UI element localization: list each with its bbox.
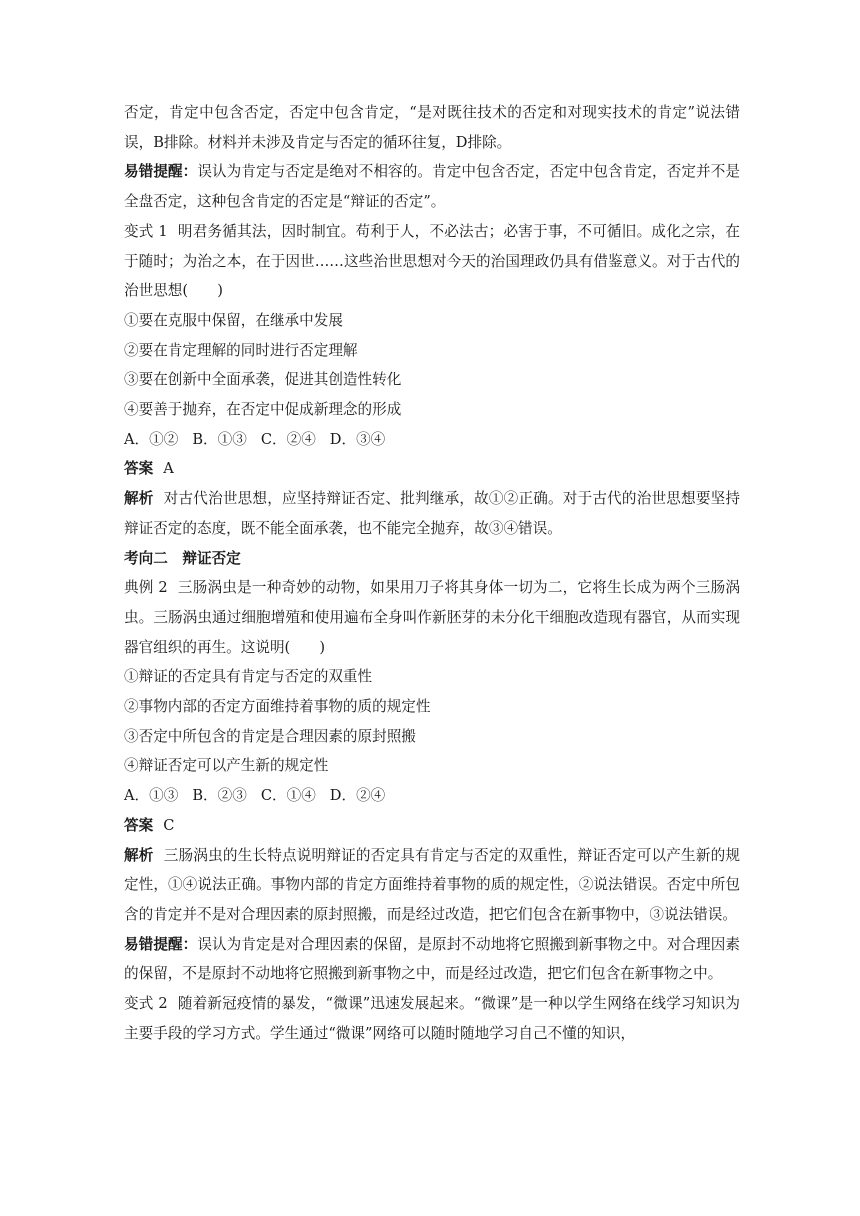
- choice-a: A．①②: [124, 430, 179, 448]
- choice-a: A．①③: [124, 787, 179, 805]
- choice-d: D．②④: [329, 787, 386, 805]
- error-tip-label: 易错提醒：: [124, 935, 198, 953]
- variant-1-option-1: ①要在克服中保留，在继承中发展: [124, 311, 343, 329]
- error-tip-text: 误认为肯定与否定是绝对不相容的。肯定中包含否定，否定中包含肯定，否定并不是全盘否定，这种包含肯定的否定是“辩证的否定”。: [124, 163, 740, 211]
- answer-label: 答案: [124, 460, 154, 478]
- variant-1-option-4: ④要善于抛弃，在否定中促成新理念的形成: [124, 401, 402, 419]
- variant-1-label: 变式 1: [124, 222, 168, 240]
- example-2-option-4: ④辩证否定可以产生新的规定性: [124, 757, 329, 775]
- variant-1-choices: [124, 425, 740, 455]
- variant-1-text: 明君务循其法，因时制宜。苟利于人，不必法古；必害于事，不可循旧。成化之宗，在于随时；为治之本，在于因世……这些治世思想对今天的治国理政仍具有借鉴意义。对于古代的治世思想( ): [124, 222, 740, 300]
- error-tip-1: [124, 157, 740, 216]
- answer-label: 答案: [124, 816, 154, 834]
- variant-1-answer: [124, 454, 740, 484]
- choice-d: D．③④: [329, 430, 386, 448]
- choice-b: B．②③: [192, 787, 247, 805]
- analysis-text: 三肠涡虫的生长特点说明辩证的否定具有肯定与否定的双重性，辩证否定可以产生新的规定性，①④说法正确。事物内部的肯定方面维持着事物的质的规定性，②说法错误。否定中所包含的肯定并不是对合理因素的原封照搬，而是经过改造，把它们包含在新事物中，③说法错误。: [124, 846, 740, 923]
- analysis-label: 解析: [124, 490, 154, 508]
- example-2-label: 典例 2: [124, 579, 168, 597]
- example-2-choices: [124, 781, 740, 811]
- example-2-option-1: ①辩证的否定具有肯定与否定的双重性: [124, 668, 373, 686]
- example-2-option-3: ③否定中所包含的肯定是合理因素的原封照搬: [124, 727, 416, 745]
- variant-2-text: 随着新冠疫情的暴发，“微课”迅速发展起来。“微课”是一种以学生网络在线学习知识为主要手段的学习方式。学生通过“微课”网络可以随时随地学习自己不懂的知识，: [124, 995, 740, 1042]
- analysis-label: 解析: [124, 846, 154, 864]
- example-2-stem: [124, 573, 740, 662]
- variant-2-stem: [124, 989, 740, 1048]
- variant-2-label: 变式 2: [124, 995, 168, 1013]
- example-2-answer: [124, 811, 740, 841]
- example-2-option-2: ②事物内部的否定方面维持着事物的质的规定性: [124, 698, 431, 716]
- page-content: [124, 98, 740, 1049]
- answer-value: C: [163, 816, 175, 834]
- analysis-continuation: 否定，肯定中包含否定，否定中包含肯定，“是对既往技术的否定和对现实技术的肯定”说法错误，B排除。材料并未涉及肯定与否定的循环往复，D排除。: [124, 104, 740, 151]
- analysis-text: 对古代治世思想，应坚持辩证否定、批判继承，故①②正确。对于古代的治世思想要坚持辩证否定的态度，既不能全面承袭，也不能完全抛弃，故③④错误。: [124, 490, 740, 537]
- variant-1-option-2: ②要在肯定理解的同时进行否定理解: [124, 341, 358, 359]
- example-2-analysis: [124, 841, 740, 930]
- variant-1-analysis: [124, 484, 740, 543]
- choice-c: C．①④: [260, 787, 316, 805]
- example-2-text: 三肠涡虫是一种奇妙的动物，如果用刀子将其身体一切为二，它将生长成为两个三肠涡虫。三肠涡虫通过细胞增殖和使用遍布全身叫作新胚芽的未分化干细胞改造现有器官，从而实现器官组织的再生。这说明( ): [124, 579, 740, 656]
- choice-b: B．①③: [192, 430, 247, 448]
- error-tip-2: [124, 930, 740, 989]
- answer-value: A: [163, 460, 174, 478]
- error-tip-text: 误认为肯定是对合理因素的保留，是原封不动地将它照搬到新事物之中。对合理因素的保留，不是原封不动地将它照搬到新事物之中，而是经过改造，把它们包含在新事物之中。: [124, 935, 740, 983]
- choice-c: C．②④: [260, 430, 316, 448]
- variant-1-option-3: ③要在创新中全面承袭，促进其创造性转化: [124, 371, 402, 389]
- section-heading: 考向二 辩证否定: [124, 549, 241, 567]
- error-tip-label: 易错提醒：: [124, 163, 198, 181]
- variant-1-stem: [124, 217, 740, 306]
